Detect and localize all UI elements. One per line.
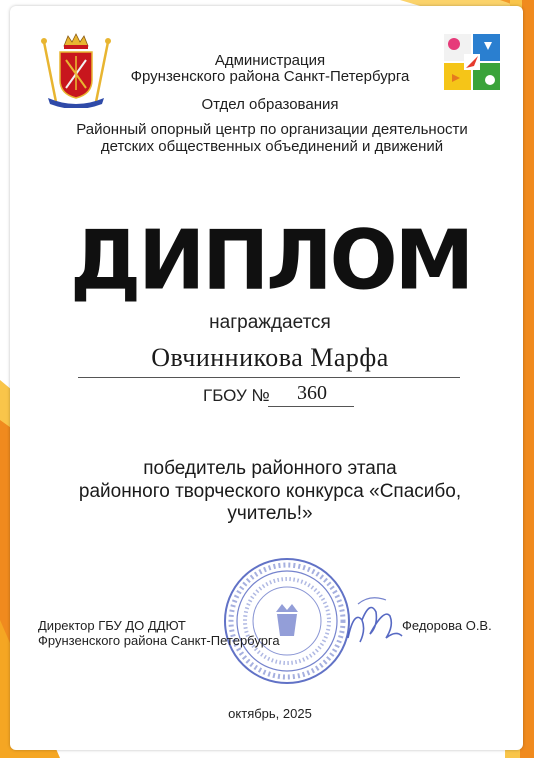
director-title-line-1: Директор ГБУ ДО ДДЮТ [38, 618, 186, 633]
school-underline [268, 406, 354, 407]
recipient-name: Овчинникова Марфа [151, 343, 389, 372]
achievement-line-2: районного творческого конкурса «Спасибо, [78, 481, 462, 502]
director-title-line-2: Фрунзенского района Санкт-Петербурга [38, 633, 280, 648]
department: Отдел образования [201, 96, 339, 113]
signer-name: Федорова О.В. [402, 618, 492, 633]
school-prefix: ГБОУ № [203, 386, 270, 405]
achievement-line-1: победитель районного этапа [143, 458, 397, 479]
center-line-2: детских общественных объединений и движений [100, 138, 444, 155]
official-stamp-icon [222, 556, 352, 686]
signature-scribble [340, 590, 410, 652]
admin-line-2: Фрунзенского района Санкт-Петербурга [130, 68, 410, 85]
admin-line-1: Администрация [214, 52, 326, 69]
diploma-title: ДИПЛОМ [70, 213, 472, 308]
school-number: 360 [297, 382, 327, 404]
center-line-1: Районный опорный центр по организации деятельности [76, 121, 468, 138]
recipient-underline [78, 377, 460, 378]
awarded-label: награждается [209, 312, 331, 333]
organization-logo-icon [444, 34, 500, 90]
issue-date: октябрь, 2025 [228, 706, 312, 721]
achievement-line-3: учитель!» [227, 503, 313, 524]
